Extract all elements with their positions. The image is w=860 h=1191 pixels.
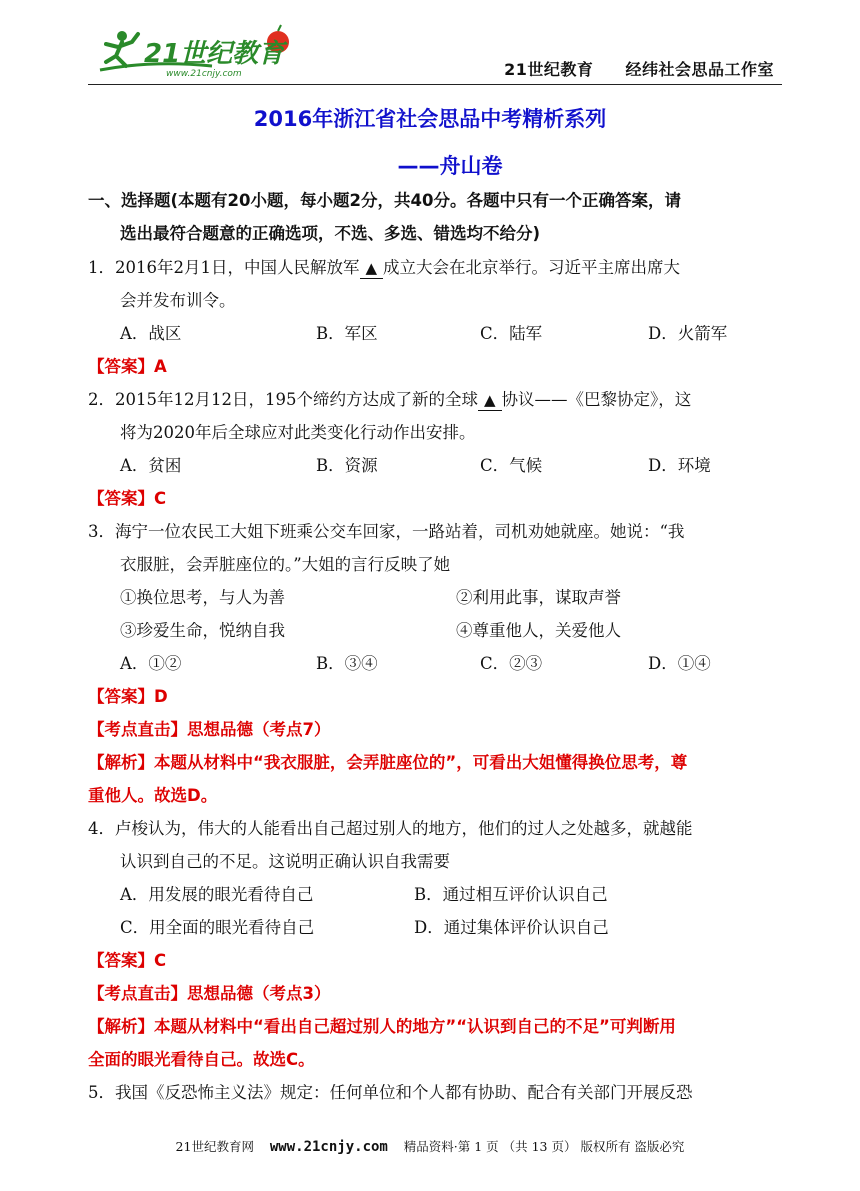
q3-option-a: A．①② <box>120 654 182 673</box>
footer-site: 21世纪教育网 <box>175 1139 254 1154</box>
question-text: 1．2016年2月1日，中国人民解放军 <box>88 258 360 277</box>
question-text: 2．2015年12月12日，195个缔约方达成了新的全球 <box>88 390 478 409</box>
q2-option-d: D．环境 <box>648 456 711 475</box>
svg-text:21世纪教育: 21世纪教育 <box>144 39 285 69</box>
question-3-cont: 衣服脏，会弄脏座位的。”大姐的言行反映了她 <box>120 555 451 574</box>
question-4: 4．卢梭认为，伟大的人能看出自己超过别人的地方，他们的过人之处越多，就越能 <box>88 819 693 838</box>
q1-option-c: C．陆军 <box>480 324 543 343</box>
question-4-cont: 认识到自己的不足。这说明正确认识自我需要 <box>120 852 450 871</box>
q3-item-2: ②利用此事，谋取声誉 <box>456 588 621 607</box>
section-heading: 一、选择题(本题有20小题，每小题2分，共40分。各题中只有一个正确答案，请 <box>88 191 681 210</box>
q2-option-c: C．气候 <box>480 456 543 475</box>
q3-exam-point: 【考点直击】思想品德（考点7） <box>88 720 331 739</box>
q4-exam-point: 【考点直击】思想品德（考点3） <box>88 984 331 1003</box>
q3-item-3: ③珍爱生命，悦纳自我 <box>120 621 285 640</box>
q3-option-c: C．②③ <box>480 654 543 673</box>
q4-option-a: A．用发展的眼光看待自己 <box>120 885 314 904</box>
q4-option-d: D．通过集体评价认识自己 <box>414 918 609 937</box>
question-3: 3．海宁一位农民工大姐下班乘公交车回家，一路站着，司机劝她就座。她说：“我 <box>88 522 685 541</box>
section-heading-cont: 选出最符合题意的正确选项，不选、多选、错选均不给分) <box>120 224 541 243</box>
q3-answer: 【答案】D <box>88 687 168 706</box>
header-studio: 经纬社会思品工作室 <box>625 60 774 79</box>
q3-analysis: 【解析】本题从材料中“我衣服脏，会弄脏座位的”，可看出大姐懂得换位思考，尊 <box>88 753 688 772</box>
q3-item-1: ①换位思考，与人为善 <box>120 588 285 607</box>
q2-option-b: B．资源 <box>316 456 378 475</box>
page-title: 2016年浙江省社会思品中考精析系列 <box>253 107 607 131</box>
q2-option-a: A．贫困 <box>120 456 182 475</box>
q1-option-d: D．火箭军 <box>648 324 728 343</box>
21cnjy-logo <box>92 22 292 80</box>
question-5: 5．我国《反恐怖主义法》规定：任何单位和个人都有协助、配合有关部门开展反恐 <box>88 1083 693 1102</box>
q4-option-c: C．用全面的眼光看待自己 <box>120 918 315 937</box>
page-subtitle: ——舟山卷 <box>397 154 503 178</box>
footer-url[interactable]: www.21cnjy.com <box>269 1139 388 1155</box>
page-header <box>88 22 782 85</box>
q1-option-b: B．军区 <box>316 324 378 343</box>
q3-option-d: D．①④ <box>648 654 711 673</box>
q3-option-b: B．③④ <box>316 654 378 673</box>
footer-info: 精品资料·第 1 页 （共 13 页） 版权所有 盗版必究 <box>403 1139 685 1154</box>
question-text: 协议——《巴黎协定》，这 <box>501 390 692 409</box>
q3-item-4: ④尊重他人，关爱他人 <box>456 621 621 640</box>
question-1-cont: 会并发布训令。 <box>120 291 236 310</box>
question-2 <box>88 390 691 411</box>
question-text: 成立大会在北京举行。习近平主席出席大 <box>383 258 681 277</box>
q1-option-a: A．战区 <box>120 324 182 343</box>
q4-answer: 【答案】C <box>88 951 167 970</box>
q4-option-b: B．通过相互评价认识自己 <box>414 885 608 904</box>
header-org: 21世纪教育 <box>504 60 594 79</box>
q2-answer: 【答案】C <box>88 489 167 508</box>
answer-blank: ▲ <box>478 390 502 411</box>
answer-blank: ▲ <box>360 258 384 279</box>
q4-analysis-cont: 全面的眼光看待自己。故选C。 <box>88 1050 315 1069</box>
question-1 <box>88 258 680 279</box>
q3-analysis-cont: 重他人。故选D。 <box>88 786 218 805</box>
q4-analysis: 【解析】本题从材料中“看出自己超过别人的地方”“认识到自己的不足”可判断用 <box>88 1017 676 1036</box>
header-right <box>504 57 774 80</box>
page-footer <box>0 1137 860 1155</box>
question-2-cont: 将为2020年后全球应对此类变化行动作出安排。 <box>120 423 476 442</box>
q1-answer: 【答案】A <box>88 357 167 376</box>
svg-text:www.21cnjy.com: www.21cnjy.com <box>166 69 242 79</box>
